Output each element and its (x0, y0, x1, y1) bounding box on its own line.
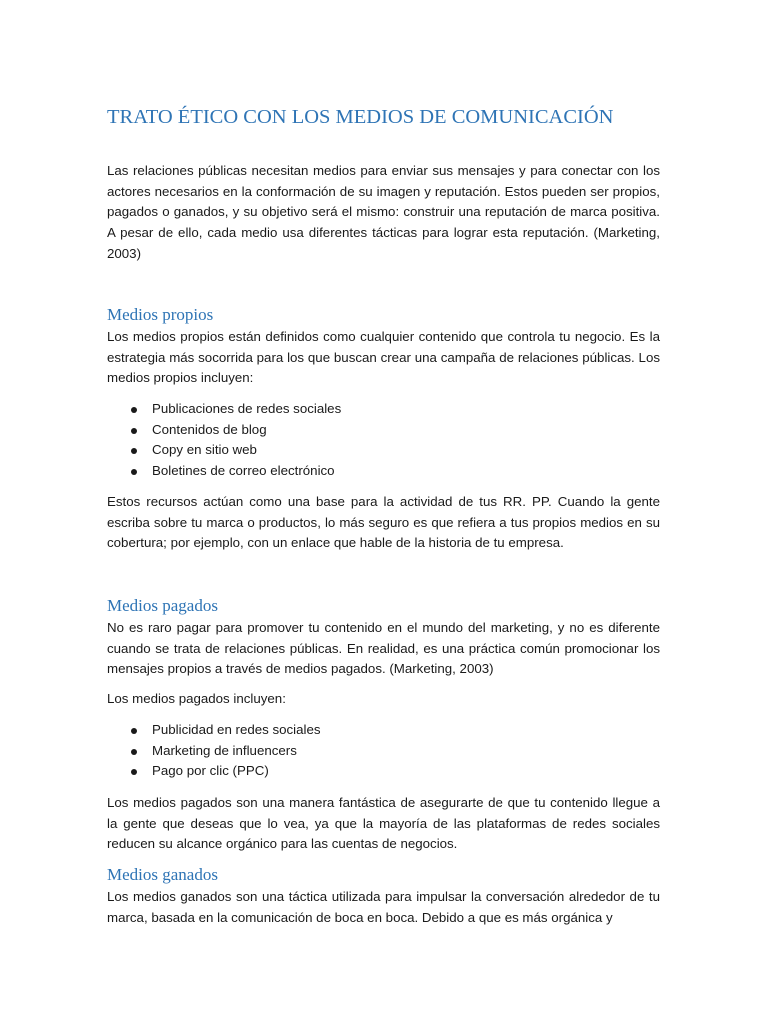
list-item: Pago por clic (PPC) (107, 761, 660, 782)
list-item: Publicidad en redes sociales (107, 720, 660, 741)
bullet-icon (131, 749, 137, 755)
page-title: TRATO ÉTICO CON LOS MEDIOS DE COMUNICACIÓN (107, 106, 614, 128)
medios-propios-closing-paragraph: Estos recursos actúan como una base para la actividad de tus RR. PP. Cuando la gente escriba sobre tu marca o productos, lo más seguro es que refiera a tus propios medios en su cobertura; por ejemplo, con un enlace que hable de la historia de tu empresa. (107, 494, 660, 551)
section-heading-medios-pagados: Medios pagados (107, 596, 218, 615)
bullet-icon (131, 407, 137, 413)
list-item: Marketing de influencers (107, 741, 660, 762)
medios-propios-list (107, 399, 660, 482)
section-heading-medios-propios: Medios propios (107, 305, 214, 324)
medios-pagados-paragraph: No es raro pagar para promover tu contenido en el mundo del marketing, y no es diferente cuando se trata de relaciones públicas. En realidad, es una práctica común promocionar los mensajes propios a través de medios pagados. (Marketing, 2003) (107, 620, 660, 677)
list-item: Boletines de correo electrónico (107, 461, 660, 482)
medios-ganados-paragraph: Los medios ganados son una táctica utilizada para impulsar la conversación alrededor de tu marca, basada en la comunicación de boca en boca. Debido a que es más orgánica y (107, 889, 660, 925)
bullet-icon (131, 728, 137, 734)
medios-pagados-list (107, 720, 660, 782)
medios-propios-paragraph: Los medios propios están definidos como cualquier contenido que controla tu negocio. Es la estrategia más socorrida para los que buscan crear una campaña de relaciones públicas. Los medios propios incluyen: (107, 329, 660, 386)
bullet-icon (131, 428, 137, 434)
list-item: Contenidos de blog (107, 420, 660, 441)
bullet-icon (131, 769, 137, 775)
list-item: Publicaciones de redes sociales (107, 399, 660, 420)
section-heading-medios-ganados: Medios ganados (107, 865, 218, 884)
medios-pagados-closing-paragraph: Los medios pagados son una manera fantástica de asegurarte de que tu contenido llegue a la gente que deseas que lo vea, ya que la mayoría de las plataformas de redes sociales reducen su alcance orgánico para las cuentas de negocios. (107, 795, 660, 852)
bullet-icon (131, 469, 137, 475)
bullet-icon (131, 448, 137, 454)
intro-paragraph: Las relaciones públicas necesitan medios para enviar sus mensajes y para conectar con los actores necesarios en la conformación de su imagen y reputación. Estos pueden ser propios, pagados o ganados, y su objetivo será el mismo: construir una reputación de marca positiva. A pesar de ello, cada medio usa diferentes tácticas para lograr esta reputación. (Marketing, 2003) (107, 163, 660, 261)
medios-pagados-intro: Los medios pagados incluyen: (107, 691, 286, 706)
list-item: Copy en sitio web (107, 440, 660, 461)
